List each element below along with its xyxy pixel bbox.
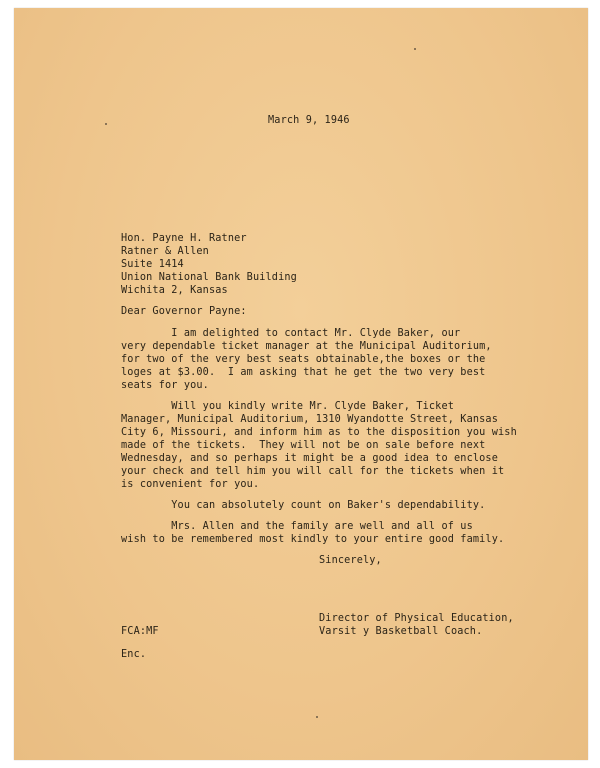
letter-page — [14, 8, 588, 760]
paragraph-line: Manager, Municipal Auditorium, 1310 Wyandotte Street, Kansas — [121, 414, 499, 425]
paragraph-line: You can absolutely count on Baker's dependability. — [121, 500, 486, 511]
inside-address-line: Union National Bank Building — [121, 272, 297, 283]
inside-address-line: Hon. Payne H. Ratner — [121, 233, 247, 244]
paper-speck — [105, 123, 107, 125]
paragraph-line: wish to be remembered most kindly to your entire good family. — [121, 534, 505, 545]
enclosure-notation: Enc. — [121, 649, 147, 660]
inside-address-line: Wichita 2, Kansas — [121, 285, 228, 296]
paragraph-line: for two of the very best seats obtainable,the boxes or the — [121, 354, 486, 365]
paragraph-line: very dependable ticket manager at the Municipal Auditorium, — [121, 341, 492, 352]
paragraph-line: City 6, Missouri, and inform him as to the disposition you wish — [121, 427, 517, 438]
paragraph-line: your check and tell him you will call for the tickets when it — [121, 466, 505, 477]
inside-address-line: Ratner & Allen — [121, 246, 209, 257]
paragraph-line: I am delighted to contact Mr. Clyde Baker, our — [121, 328, 461, 339]
salutation: Dear Governor Payne: — [121, 306, 247, 317]
letter-date: March 9, 1946 — [268, 115, 350, 126]
typist-initials: FCA:MF — [121, 626, 159, 637]
paragraph-line: Will you kindly write Mr. Clyde Baker, Ticket — [121, 401, 455, 412]
paragraph-line: Wednesday, and so perhaps it might be a good idea to enclose — [121, 453, 499, 464]
paper-speck — [414, 48, 416, 50]
paragraph-line: made of the tickets. They will not be on sale before next — [121, 440, 486, 451]
paragraph-line: loges at $3.00. I am asking that he get the two very best — [121, 367, 486, 378]
paper-speck — [316, 716, 318, 718]
paragraph-line: is convenient for you. — [121, 479, 260, 490]
inside-address-line: Suite 1414 — [121, 259, 184, 270]
closing: Sincerely, — [319, 555, 382, 566]
signature-title-line: Varsit y Basketball Coach. — [319, 626, 483, 637]
paragraph-line: Mrs. Allen and the family are well and all of us — [121, 521, 473, 532]
paragraph-line: seats for you. — [121, 380, 209, 391]
signature-title-line: Director of Physical Education, — [319, 613, 514, 624]
